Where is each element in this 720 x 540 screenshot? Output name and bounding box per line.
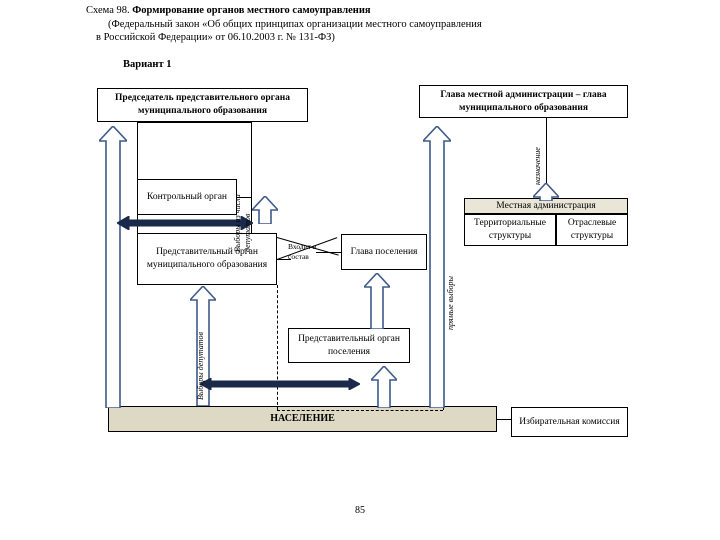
label-direct-elections: прямые выборы <box>446 276 455 330</box>
title-line-2: (Федеральный закон «Об общих принципах организации местного самоуправления <box>108 18 482 30</box>
title-block <box>86 4 686 45</box>
box-population-label: НАСЕЛЕНИЕ <box>270 413 335 425</box>
box-control-body-label: Контрольный орган <box>146 191 228 202</box>
box-settlement-body-label: Представительный орган поселения <box>298 333 400 357</box>
connector-chairman-hline <box>137 122 251 123</box>
label-elect-deputies: Выборы депутатов <box>196 331 205 400</box>
arrow-up-to-local-administration <box>533 183 559 201</box>
box-election-commission-label: Избирательная комиссия <box>519 416 620 427</box>
label-enters-line1 <box>288 242 316 262</box>
scheme-heading: Формирование органов местного самоуправления <box>132 5 371 16</box>
title-line-3: в Российской Федерации» от 06.10.2003 г. № 131-ФЗ) <box>96 32 335 44</box>
label-appointment: назначение <box>533 147 542 185</box>
connector-commission-hline <box>497 419 511 420</box>
dashed-boundary-horizontal <box>277 410 443 411</box>
box-local-admin-label: Местная администрация <box>496 200 596 211</box>
label-enters-text: Входит в состав <box>288 242 317 261</box>
arrow-up-settlement-body-to-head <box>364 273 390 329</box>
label-enters-into-composition <box>288 242 316 262</box>
box-head-settlement-label: Глава поселения <box>350 246 418 257</box>
connector-fork-to-head <box>316 252 341 253</box>
label-elect-from-deputies: Выборы из числа депутатов <box>233 194 252 252</box>
arrow-up-population-to-settlement-body <box>371 366 397 408</box>
scheme-label: Схема 98. <box>86 5 130 16</box>
title-line-1 <box>86 4 686 18</box>
box-representative-body-municipal <box>137 233 277 285</box>
box-settlement-representative-body <box>288 328 410 363</box>
box-territorial-label: Территориальные структуры <box>474 218 546 241</box>
box-election-commission <box>511 407 628 437</box>
box-chairman-representative-body <box>97 88 308 122</box>
arrow-up-direct-elections <box>423 126 451 408</box>
box-chairman-label: Председатель представительного органа муниципального образования <box>115 93 290 116</box>
box-representative-body-label: Представительный орган муниципального образования <box>146 247 268 270</box>
page-number: 85 <box>355 505 365 516</box>
arrow-right-population-link <box>200 378 360 390</box>
variant-label: Вариант 1 <box>123 59 172 70</box>
box-territorial-structures <box>464 214 556 246</box>
arrow-up-population-to-chairman <box>99 126 127 408</box>
arrow-up-to-control-body <box>252 196 278 224</box>
box-head-of-settlement <box>341 234 427 270</box>
box-control-body <box>137 179 237 215</box>
dashed-boundary-left <box>277 285 278 410</box>
box-head-admin-label: Глава местной администрации – глава муниципального образования <box>440 89 607 113</box>
box-branch-structures <box>556 214 628 246</box>
box-branch-label: Отраслевые структуры <box>567 218 617 241</box>
box-head-of-local-administration <box>419 85 628 118</box>
